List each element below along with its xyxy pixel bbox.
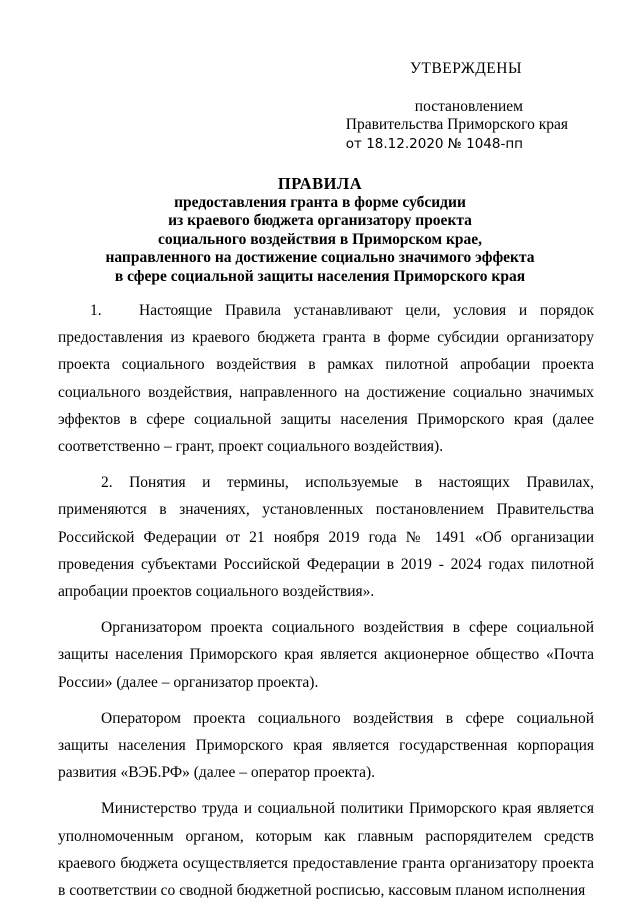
approval-government-line: Правительства Приморского края [345,116,568,133]
approval-resolution-line: постановлением [414,98,523,115]
document-title: ПРАВИЛА [277,174,363,193]
paragraph-1 [58,297,594,460]
title-line: в сфере социальной защиты населения Приморского края [114,267,526,285]
paragraph-2: 2. Понятия и термины, используемые в настоящих Правилах, применяются в значениях, установленных постановлением Правительства Российской Федерации от 21 ноября 2019 года № 1491 «Об организации проведения субъектами Российской Федерации в 2019 - 2024 годах пилотной апробации проектов социального воздействия». [58,474,594,601]
title-line: предоставления гранта в форме субсидии [174,193,466,211]
title-line: социального воздействия в Приморском крае, [157,230,483,248]
approval-date-number: от 18.12.2020 № 1048-пп [345,136,523,152]
paragraph-operator: Оператором проекта социального воздействия в сфере социальной защиты населения Приморского края является государственная корпорация развития «ВЭБ.РФ» (далее – оператор проекта). [58,709,594,782]
title-line: из краевого бюджета организатору проекта [168,212,472,229]
paragraph-number: 1. [90,302,102,319]
document-body [58,297,594,913]
paragraph-ministry: Министерство труда и социальной политики Приморского края является уполномоченным органом, которым как главным распорядителем средств краевого бюджета осуществляется предоставление гранта организатору проекта в соответствии со сводной бюджетной росписью, кассовым планом исполнения [58,800,594,900]
document-title-block [0,175,640,286]
approval-block [340,60,580,153]
paragraph-organizer: Организатором проекта социального воздействия в сфере социальной защиты населения Приморского края является акционерное общество «Почта России» (далее – организатор проекта). [58,619,594,691]
paragraph-text: Настоящие Правила устанавливают цели, условия и порядок предоставления из краевого бюджета гранта в форме субсидии организатору проекта социального воздействия в рамках пилотной апробации проекта социального воздействия, направленного на достижение социально значимых эффектов в сфере социальной защиты населения Приморского края (далее соответственно – грант, проект социального воздействия). [58,302,594,456]
title-line: направленного на достижение социально значимого эффекта [105,249,535,266]
approval-stamp: УТВЕРЖДЕНЫ [410,60,522,77]
